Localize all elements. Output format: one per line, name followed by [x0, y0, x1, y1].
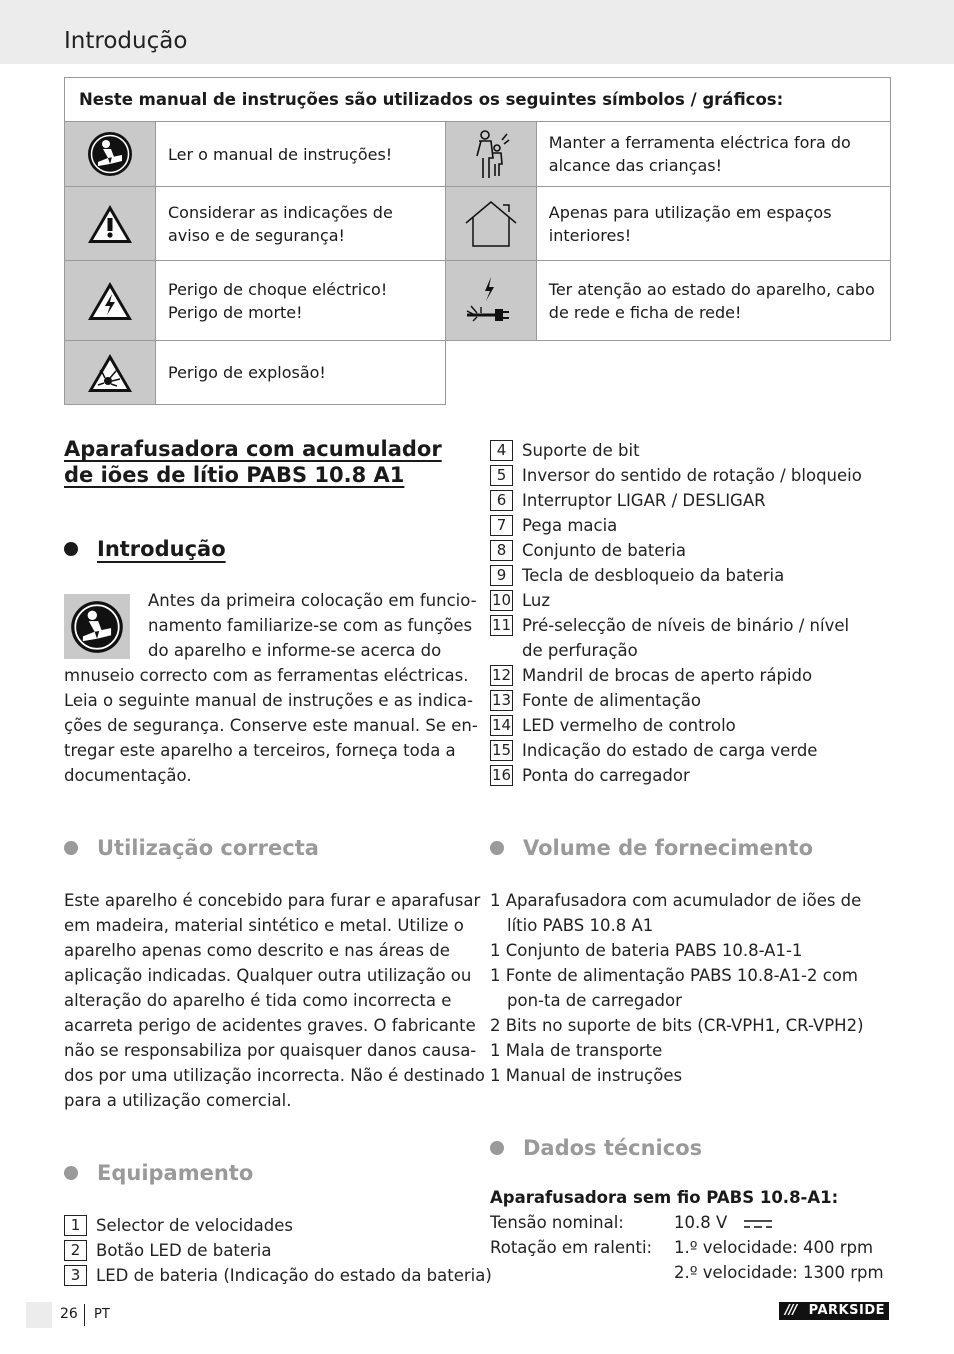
item-label: Ponta do carregador: [522, 766, 690, 785]
equipment-item: [490, 588, 862, 613]
read-manual-icon: [87, 131, 133, 177]
intro-paragraph-wrapped: [148, 588, 477, 663]
item-label: Pré-selecção de níveis de binário / nível: [522, 616, 850, 635]
scope-item: 2 Bits no suporte de bits (CR-VPH1, CR-VPH2): [490, 1016, 864, 1035]
symbol-cell: [445, 122, 536, 187]
section-heading-label: Introdução: [97, 537, 226, 561]
explosion-icon: [86, 352, 134, 394]
item-label: LED de bateria (Indicação do estado da bateria): [96, 1266, 492, 1285]
equipment-item: [490, 538, 862, 563]
item-number: 10: [491, 591, 512, 609]
item-number: 12: [491, 666, 512, 684]
section-heading-label: Utilização correcta: [97, 836, 319, 860]
equipment-item: [64, 1238, 492, 1263]
tech-subheading: Aparafusadora sem fio PABS 10.8-A1:: [490, 1188, 839, 1207]
equipment-item: [490, 713, 862, 738]
item-label: Conjunto de bateria: [522, 541, 686, 560]
document-title: [64, 436, 464, 488]
read-manual-icon: [70, 600, 124, 654]
item-number: 4: [490, 440, 513, 461]
indoor-house-icon: [463, 199, 519, 249]
item-label: Selector de velocidades: [96, 1216, 293, 1235]
symbol-text-line: Perigo de choque eléctrico!: [168, 279, 388, 299]
item-label: Fonte de alimentação: [522, 691, 702, 710]
equipment-item: [490, 513, 862, 538]
section-heading-equipamento: [64, 1161, 253, 1185]
text-line: Leia o seguinte manual de instruções e as indica-: [64, 691, 473, 710]
bullet-icon: [64, 542, 78, 556]
item-label: Botão LED de bateria: [96, 1241, 272, 1260]
item-number: 6: [490, 490, 513, 511]
item-number: 9: [490, 565, 513, 586]
section-heading-label: Equipamento: [97, 1161, 254, 1185]
equipment-item: [490, 688, 862, 713]
intro-paragraph: [64, 663, 478, 788]
text-line: aplicação indicadas. Qualquer outra utilização ou: [64, 966, 472, 985]
text-line: não se responsabiliza por quaisquer danos causa-: [64, 1041, 477, 1060]
text-line: mnuseio correcto com as ferramentas eléctricas.: [64, 666, 469, 685]
bullet-icon: [64, 1166, 78, 1180]
item-label: LED vermelho de controlo: [522, 716, 736, 735]
scope-list: [490, 888, 890, 1088]
item-number: 11: [491, 616, 512, 634]
item-label: Inversor do sentido de rotação / bloqueio: [522, 466, 862, 485]
item-number: 1: [64, 1215, 87, 1236]
scope-item: 1 Aparafusadora com acumulador de iões de lítio PABS 10.8 A1: [490, 891, 862, 935]
symbol-text: Considerar as indicações de aviso e de segurança!: [156, 187, 446, 261]
text-line: namento familiarize-se com as funções: [148, 616, 473, 635]
page-marker: [26, 1302, 52, 1328]
page-number: 26: [60, 1306, 78, 1322]
equipment-item: [490, 563, 862, 588]
direct-current-icon: [743, 1218, 773, 1230]
item-label: Tecla de desbloqueio da bateria: [522, 566, 785, 585]
section-heading-dados: [490, 1136, 702, 1160]
section-heading-label: Volume de fornecimento: [523, 836, 814, 860]
item-number: 8: [490, 540, 513, 561]
item-number: 14: [491, 716, 512, 734]
brand-logo: [779, 1302, 889, 1320]
symbol-cell: [445, 187, 536, 261]
text-line: tregar este aparelho a terceiros, forneça toda a: [64, 741, 456, 760]
scope-item: 1 Conjunto de bateria PABS 10.8-A1-1: [490, 941, 803, 960]
divider: [84, 1304, 85, 1326]
section-heading-introducao: [64, 537, 226, 561]
text-line: para a utilização comercial.: [64, 1091, 292, 1110]
symbol-cell: [445, 261, 536, 341]
section-heading-utilizacao: [64, 836, 319, 860]
item-label-block: [522, 613, 849, 663]
symbol-cell: [65, 341, 156, 405]
equipment-list-left: [64, 1213, 492, 1288]
item-label: Suporte de bit: [522, 441, 640, 460]
symbol-text: [156, 261, 446, 341]
equipment-list-right: [490, 438, 862, 788]
intended-use-paragraph: [64, 888, 485, 1113]
scope-item: 1 Fonte de alimentação PABS 10.8-A1-2 com pon-ta de carregador: [490, 966, 858, 1010]
item-number: 16: [491, 766, 512, 784]
scope-item: 1 Manual de instruções: [490, 1066, 683, 1085]
text-line: documentação.: [64, 766, 192, 785]
tech-key: Rotação em ralenti:: [490, 1238, 653, 1257]
equipment-item: [490, 663, 862, 688]
equipment-item: [490, 488, 862, 513]
item-label: Luz: [522, 591, 551, 610]
item-label-continued: de perfuração: [522, 641, 638, 660]
symbol-text-line: Perigo de morte!: [168, 302, 303, 322]
item-number: 3: [64, 1265, 87, 1286]
electric-shock-icon: [86, 280, 134, 322]
symbol-text: Manter a ferramenta eléctrica fora do alcance das crianças!: [536, 122, 890, 187]
item-number: 2: [64, 1240, 87, 1261]
item-number: 15: [491, 741, 512, 759]
text-line: em madeira, material sintético e metal. Utilize o: [64, 916, 464, 935]
tech-value: 1.º velocidade: 400 rpm: [674, 1238, 874, 1257]
text-line: do aparelho e informe-se acerca do: [148, 641, 442, 660]
symbol-cell: [65, 122, 156, 187]
text-line: aparelho apenas como descrito e nas áreas de: [64, 941, 450, 960]
symbol-text: Ler o manual de instruções!: [156, 122, 446, 187]
equipment-item: [490, 613, 862, 663]
tech-value: 2.º velocidade: 1300 rpm: [674, 1263, 884, 1282]
item-label: Interruptor LIGAR / DESLIGAR: [522, 491, 766, 510]
text-line: ções de segurança. Conserve este manual. Se en-: [64, 716, 478, 735]
language-code: PT: [94, 1307, 110, 1322]
tech-row: [490, 1263, 884, 1282]
tech-row: [490, 1213, 773, 1232]
page-title: Introdução: [64, 28, 188, 54]
children-away-icon: [471, 128, 511, 180]
scope-item: 1 Mala de transporte: [490, 1041, 663, 1060]
tech-value: 10.8 V: [674, 1213, 728, 1232]
text-line: Este aparelho é concebido para furar e aparafusar: [64, 891, 481, 910]
section-heading-label: Dados técnicos: [523, 1136, 703, 1160]
symbols-heading: Neste manual de instruções são utilizados os seguintes símbolos / gráficos:: [65, 78, 891, 122]
item-number: 13: [491, 691, 512, 709]
brand-name: PARKSIDE: [808, 1303, 885, 1318]
equipment-item: [490, 738, 862, 763]
symbol-text: Ter atenção ao estado do aparelho, cabo de rede e ficha de rede!: [536, 261, 890, 341]
logo-stripes-icon: ///: [785, 1303, 797, 1318]
text-line: Antes da primeira colocação em funcio-: [148, 591, 477, 610]
warning-triangle-icon: [86, 203, 134, 245]
symbol-cell: [65, 261, 156, 341]
equipment-item: [64, 1213, 492, 1238]
equipment-item: [64, 1263, 492, 1288]
symbols-table: [64, 77, 891, 405]
item-label: Mandril de brocas de aperto rápido: [522, 666, 813, 685]
empty-cell: [445, 341, 890, 405]
item-number: 5: [490, 465, 513, 486]
item-number: 7: [490, 515, 513, 536]
damaged-cable-icon: [463, 275, 519, 327]
item-label: Pega macia: [522, 516, 618, 535]
bullet-icon: [490, 1141, 504, 1155]
equipment-item: [490, 438, 862, 463]
text-line: acarreta perigo de acidentes graves. O fabricante: [64, 1016, 476, 1035]
read-manual-icon-box: [64, 594, 130, 659]
section-heading-volume: [490, 836, 813, 860]
text-line: alteração do aparelho é tida como incorrecta e: [64, 991, 452, 1010]
equipment-item: [490, 763, 862, 788]
text-line: dos por uma utilização incorrecta. Não é destinado: [64, 1066, 485, 1085]
symbol-text: Perigo de explosão!: [156, 341, 446, 405]
bullet-icon: [64, 841, 78, 855]
bullet-icon: [490, 841, 504, 855]
equipment-item: [490, 463, 862, 488]
item-label: Indicação do estado de carga verde: [522, 741, 818, 760]
tech-key: Tensão nominal:: [490, 1213, 624, 1232]
symbol-text: Apenas para utilização em espaços interiores!: [536, 187, 890, 261]
symbol-cell: [65, 187, 156, 261]
document-title-text: Aparafusadora com acumulador de iões de lítio PABS 10.8 A1: [64, 437, 442, 487]
tech-row: [490, 1238, 873, 1257]
